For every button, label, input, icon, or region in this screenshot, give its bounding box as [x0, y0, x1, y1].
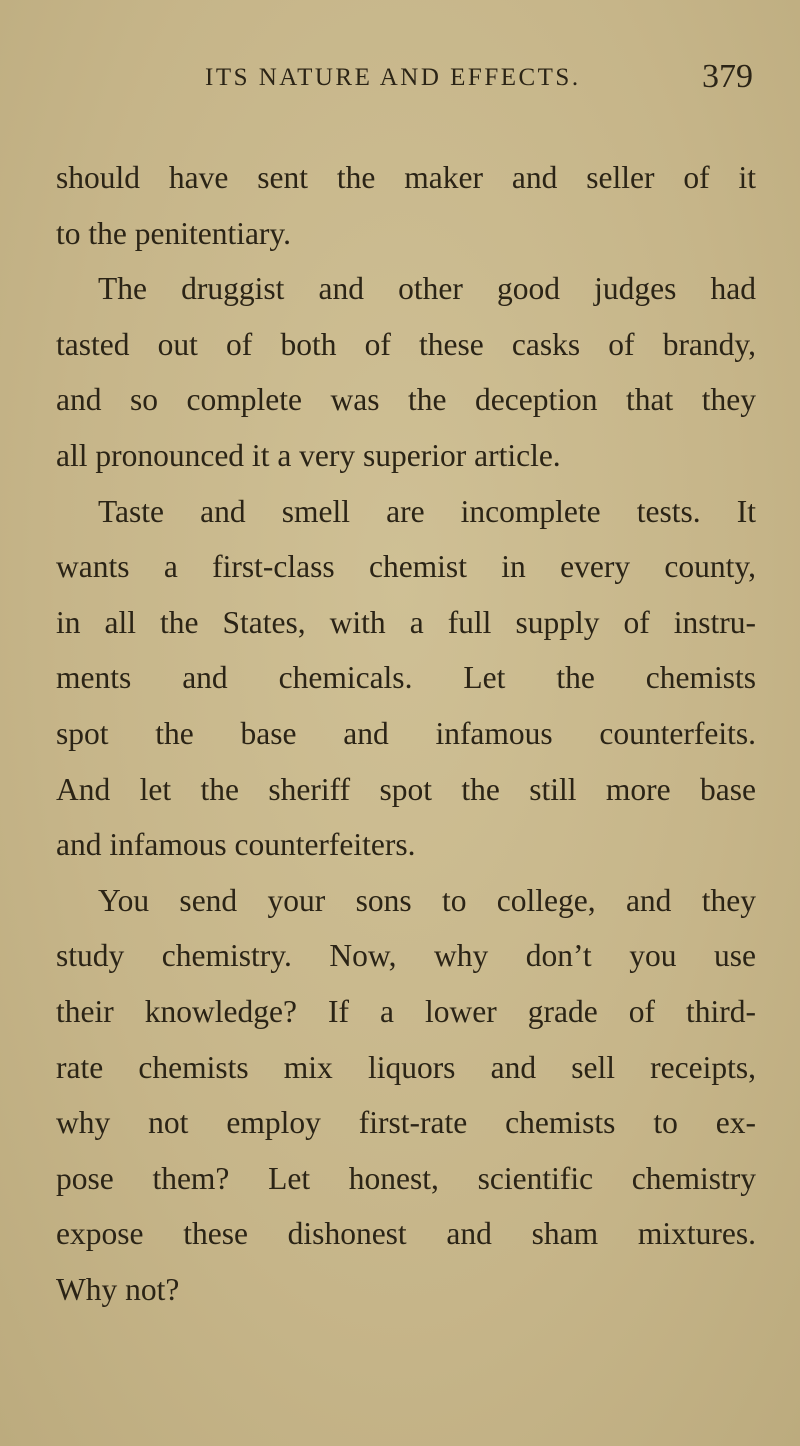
- text-line: Taste and smell are incomplete tests. It: [98, 493, 756, 529]
- text-line: why not employ first-rate chemists to ex-: [56, 1105, 756, 1141]
- text-line: to the penitentiary.: [56, 215, 292, 251]
- text-line: wants a first-class chemist in every county,: [56, 549, 756, 585]
- text-line: rate chemists mix liquors and sell receipts,: [56, 1049, 756, 1085]
- text-line: their knowledge? If a lower grade of third-: [56, 993, 756, 1029]
- text-line: all pronounced it a very superior article.: [56, 437, 561, 473]
- text-line: The druggist and other good judges had: [98, 271, 756, 307]
- text-line: And let the sheriff spot the still more base: [56, 771, 756, 807]
- text-line: study chemistry. Now, why don’t you use: [56, 938, 756, 974]
- running-title: ITS NATURE AND EFFECTS.: [205, 64, 581, 91]
- text-line: in all the States, with a full supply of instru-: [56, 604, 756, 640]
- text-line: You send your sons to college, and they: [98, 882, 756, 918]
- text-line: pose them? Let honest, scientific chemistry: [56, 1160, 756, 1196]
- text-line: expose these dishonest and sham mixtures.: [56, 1216, 756, 1252]
- text-line: and so complete was the deception that they: [56, 382, 756, 418]
- text-line: spot the base and infamous counterfeits.: [56, 715, 756, 751]
- text-line: ments and chemicals. Let the chemists: [56, 660, 756, 696]
- text-line: should have sent the maker and seller of it: [56, 160, 756, 195]
- text-line: Why not?: [56, 1271, 180, 1307]
- text-line: and infamous counterfeiters.: [56, 827, 416, 863]
- body-text: [56, 150, 756, 1317]
- text-line: tasted out of both of these casks of brandy,: [56, 326, 756, 362]
- page-number: 379: [702, 58, 753, 95]
- running-head: [205, 58, 753, 108]
